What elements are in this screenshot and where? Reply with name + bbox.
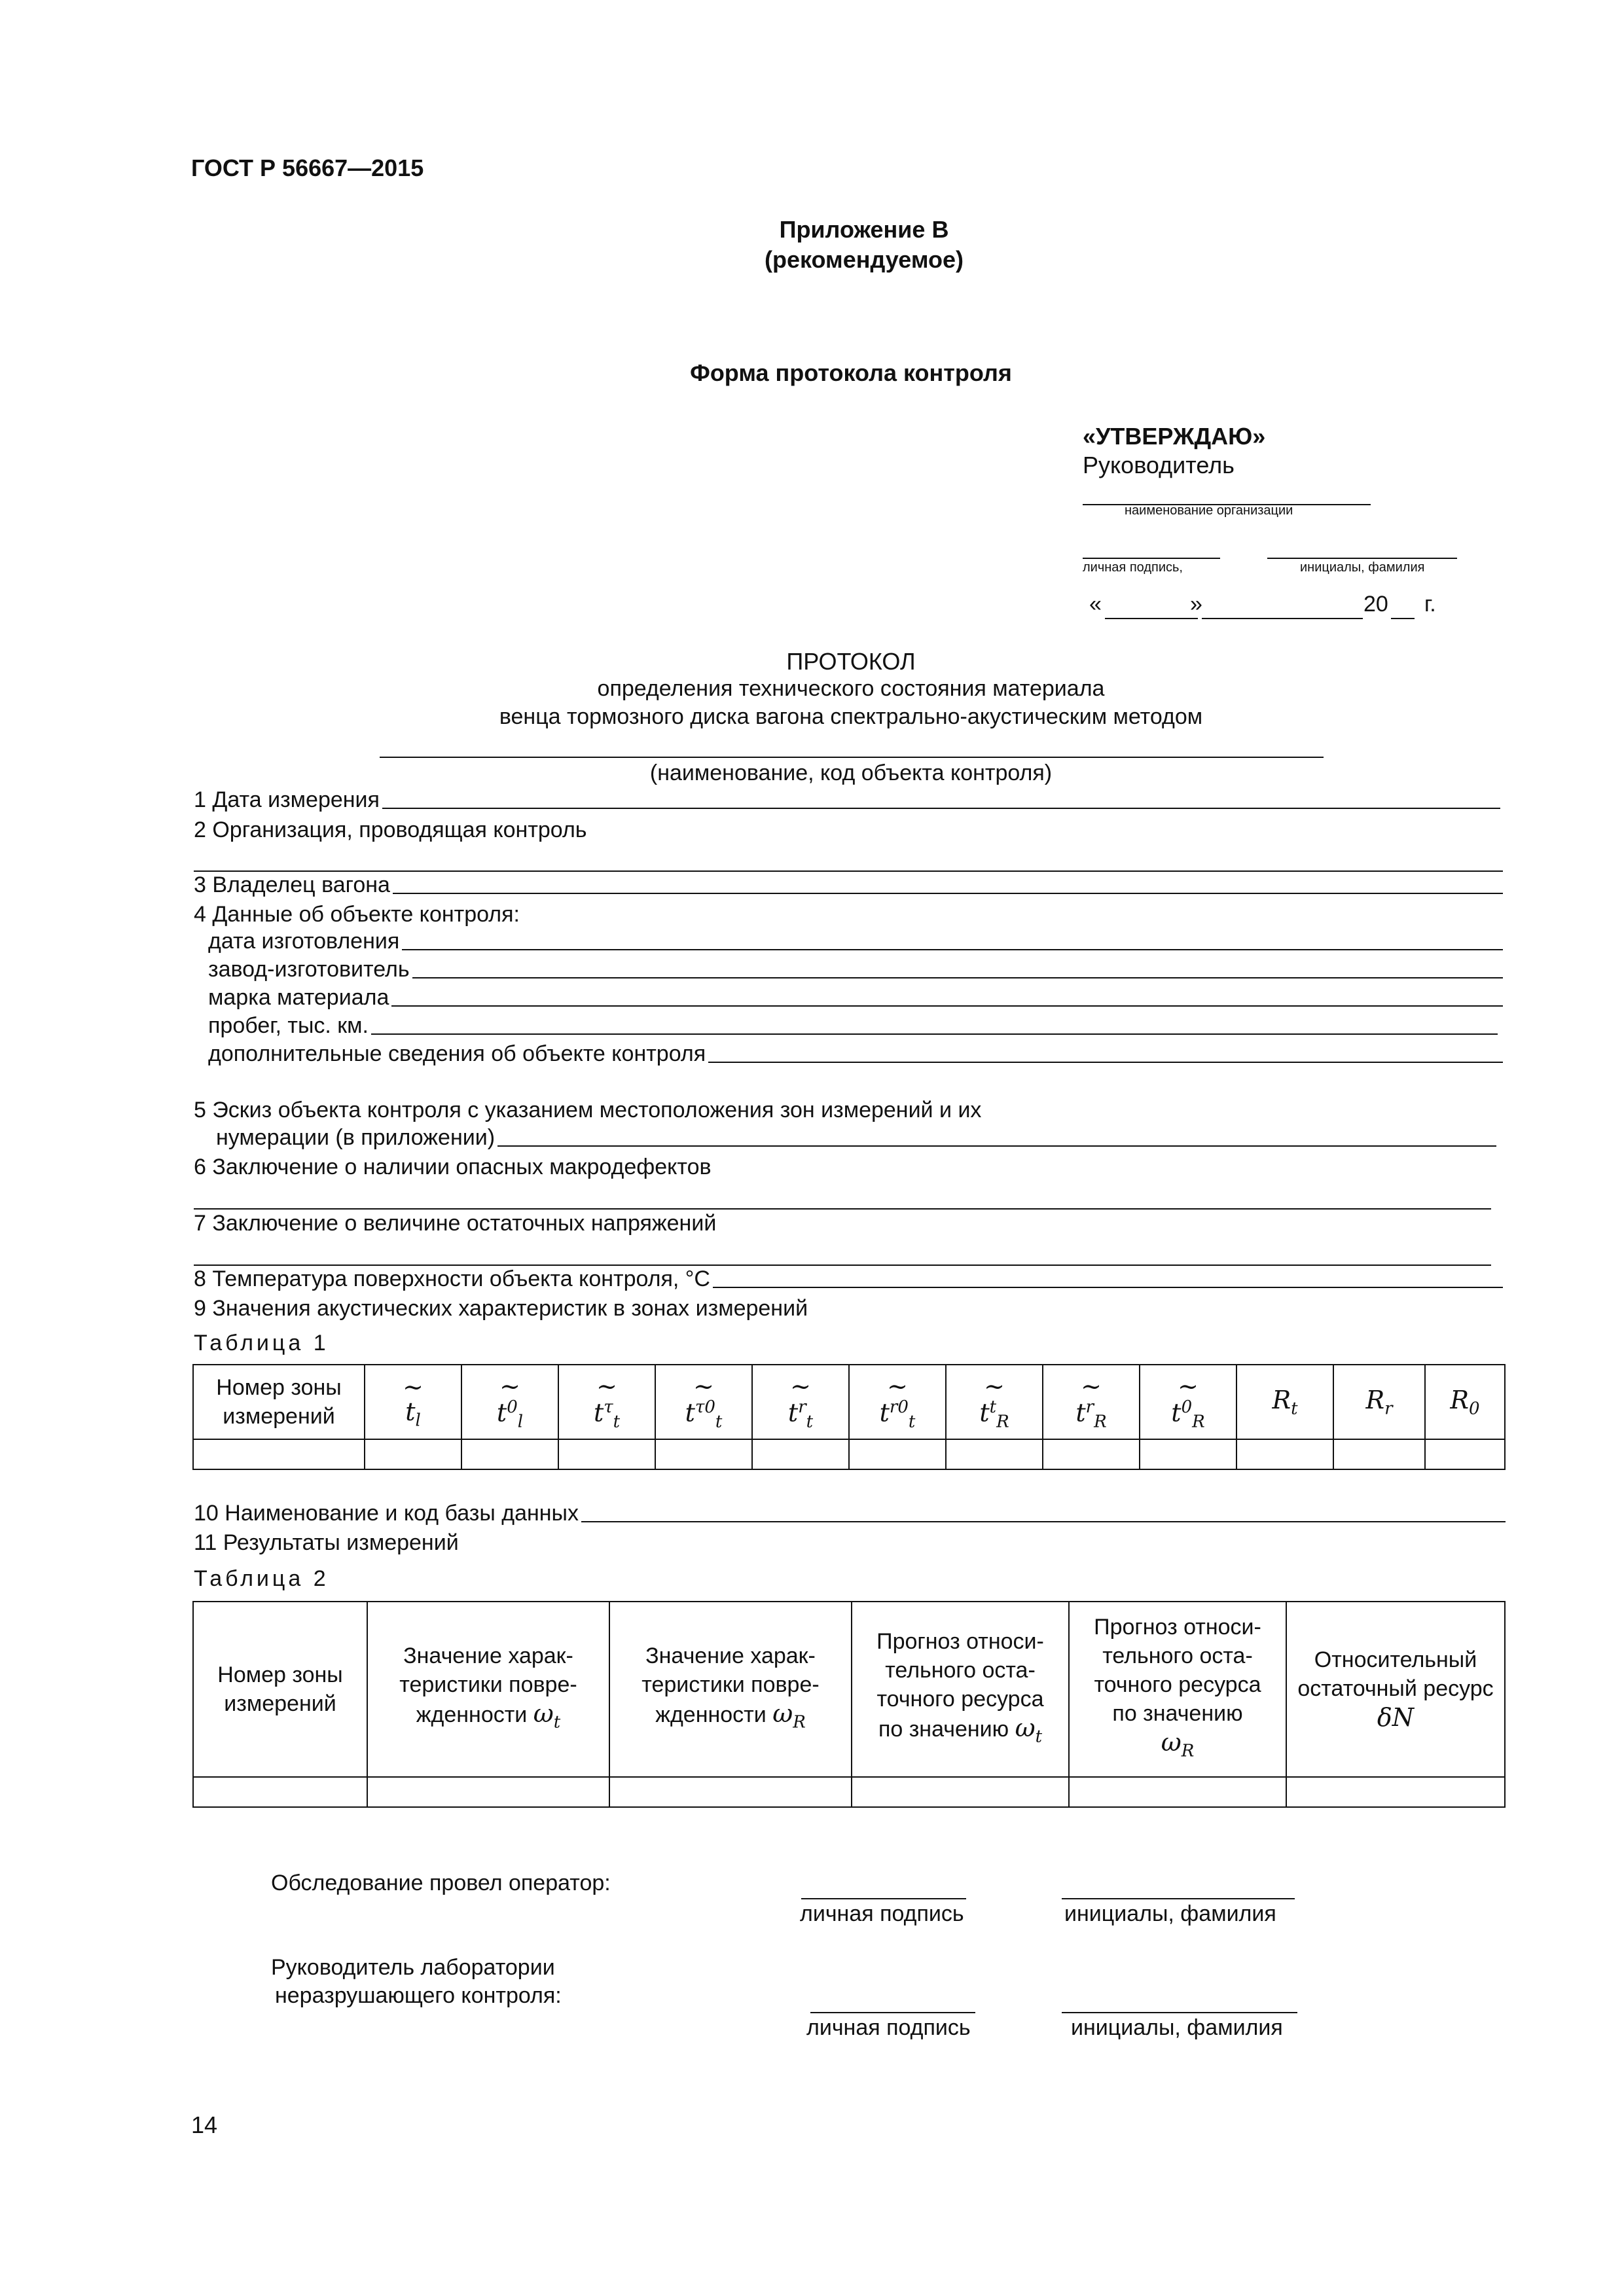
field-acoustic-label: 9 Значения акустических характеристик в зонах измерений [194, 1296, 808, 1321]
field-manufacture-date[interactable] [208, 927, 1503, 954]
appendix-title: Приложение В [779, 216, 949, 243]
table1-cell[interactable] [849, 1439, 946, 1469]
table2-cell[interactable] [1286, 1777, 1505, 1807]
lab-head-label-2: неразрушающего контроля: [275, 1983, 562, 2008]
approver-sign-line[interactable] [1083, 558, 1220, 559]
table1-col-7: ~ $t^t_R$ [946, 1365, 1043, 1439]
field-measurement-date[interactable] [194, 785, 1500, 813]
lab-head-sign-caption: личная подпись [806, 2015, 971, 2040]
form-title: Форма протокола контроля [690, 359, 1012, 386]
table1-col-1: ~ $t_l$ [365, 1365, 461, 1439]
field-surface-temperature[interactable] [194, 1265, 1503, 1292]
table2-col-damage-r: Значение харак-теристики повре-жденности $\omega_R$ [609, 1602, 852, 1777]
lab-head-label-1: Руководитель лаборатории [271, 1955, 555, 1980]
field-label: завод-изготовитель [208, 957, 410, 982]
table2-caption: Таблица 2 [194, 1566, 329, 1591]
table1-col-9: ~ $t^0_R$ [1140, 1365, 1236, 1439]
date-close-quote: » [1190, 592, 1202, 617]
field-sketch-label: 5 Эскиз объекта контроля с указанием местоположения зон измерений и их [194, 1098, 982, 1122]
field-sketch[interactable] [216, 1123, 1496, 1151]
field-manufacturer[interactable] [208, 955, 1503, 982]
field-label: 10 Наименование и код базы данных [194, 1501, 579, 1526]
date-year-line[interactable] [1391, 618, 1415, 619]
table1-data-row [193, 1439, 1505, 1469]
field-label: 3 Владелец вагона [194, 872, 390, 897]
field-label: марка материала [208, 985, 389, 1010]
object-caption: (наименование, код объекта контроля) [649, 761, 1053, 785]
field-material-grade[interactable] [208, 983, 1503, 1011]
approver-name-line[interactable] [1267, 558, 1457, 559]
page-number: 14 [191, 2111, 218, 2138]
protocol-title: ПРОТОКОЛ [786, 648, 916, 675]
table2-cell[interactable] [193, 1777, 367, 1807]
field-label: пробег, тыс. км. [208, 1013, 369, 1038]
table2-cell[interactable] [1069, 1777, 1286, 1807]
field-macrodefects-line[interactable] [194, 1208, 1491, 1210]
operator-sign-caption: личная подпись [800, 1901, 964, 1926]
org-caption: наименование организации [1125, 503, 1293, 518]
table1-col-3: ~ $t^\tau_t$ [558, 1365, 655, 1439]
approve-label: «УТВЕРЖДАЮ» [1083, 423, 1266, 450]
table1-cell[interactable] [365, 1439, 461, 1469]
field-label: нумерации (в приложении) [216, 1125, 496, 1150]
table1-col-r0: $R_0$ [1425, 1365, 1505, 1439]
field-database[interactable] [194, 1499, 1506, 1526]
date-year-prefix: 20 [1363, 592, 1388, 617]
table1-cell[interactable] [1333, 1439, 1425, 1469]
date-day-line[interactable] [1105, 618, 1198, 619]
table2-header-row [193, 1602, 1505, 1777]
table-2 [192, 1601, 1506, 1808]
table2-col-forecast-r: Прогноз относи-тельного оста-точного ресурса по значению $\omega_R$ [1069, 1602, 1286, 1777]
lab-head-name-line[interactable] [1062, 2012, 1297, 2013]
table1-cell[interactable] [461, 1439, 558, 1469]
protocol-line-2: венца тормозного диска вагона спектрально-акустическим методом [499, 704, 1203, 729]
date-month-line[interactable] [1202, 618, 1363, 619]
approver-sign-caption: личная подпись, [1083, 560, 1183, 575]
field-additional-info[interactable] [208, 1039, 1503, 1067]
table1-caption: Таблица 1 [194, 1331, 329, 1355]
field-organization-label: 2 Организация, проводящая контроль [194, 817, 587, 842]
field-residual-stress-label: 7 Заключение о величине остаточных напряжений [194, 1211, 717, 1236]
object-line[interactable] [380, 757, 1324, 758]
head-label: Руководитель [1083, 452, 1235, 478]
table1-col-rt: $R_t$ [1236, 1365, 1333, 1439]
table2-data-row [193, 1777, 1505, 1807]
field-object-data-label: 4 Данные об объекте контроля: [194, 902, 520, 927]
table1-cell[interactable] [1425, 1439, 1505, 1469]
table2-cell[interactable] [609, 1777, 852, 1807]
appendix-note: (рекомендуемое) [765, 246, 964, 273]
table-1 [192, 1364, 1506, 1470]
approver-name-caption: инициалы, фамилия [1300, 560, 1425, 575]
protocol-line-1: определения технического состояния материала [597, 676, 1105, 701]
standard-number: ГОСТ Р 56667—2015 [191, 154, 424, 181]
table1-cell[interactable] [1043, 1439, 1140, 1469]
table1-col-rr: $R_r$ [1333, 1365, 1425, 1439]
table1-cell[interactable] [1236, 1439, 1333, 1469]
table2-cell[interactable] [367, 1777, 609, 1807]
lab-head-name-caption: инициалы, фамилия [1071, 2015, 1283, 2040]
table2-col-residual: Относительный остаточный ресурс δN [1286, 1602, 1505, 1777]
table2-cell[interactable] [852, 1777, 1069, 1807]
table1-col-2: ~ $t^0_l$ [461, 1365, 558, 1439]
date-open-quote: « [1089, 592, 1102, 617]
field-label: 1 Дата измерения [194, 787, 380, 812]
table1-col-4: ~ $t^{\tau 0}_t$ [655, 1365, 752, 1439]
table2-col-forecast-t: Прогноз относи-тельного оста-точного ресурса по значению $\omega_t$ [852, 1602, 1069, 1777]
field-label: дата изготовления [208, 929, 400, 954]
field-mileage[interactable] [208, 1011, 1498, 1039]
table2-col-damage-t: Значение харак-теристики повре-жденности $\omega_t$ [367, 1602, 609, 1777]
table1-col-6: ~ $t^{r0}_t$ [849, 1365, 946, 1439]
table1-header-row [193, 1365, 1505, 1439]
field-label: дополнительные сведения об объекте контроля [208, 1041, 706, 1066]
operator-label: Обследование провел оператор: [271, 1871, 611, 1895]
table1-cell[interactable] [946, 1439, 1043, 1469]
table1-zone-header: Номер зоны измерений [193, 1365, 365, 1439]
table1-cell[interactable] [1140, 1439, 1236, 1469]
field-results-label: 11 Результаты измерений [194, 1530, 459, 1555]
field-car-owner[interactable] [194, 870, 1503, 898]
table1-col-8: ~ $t^r_R$ [1043, 1365, 1140, 1439]
operator-name-line[interactable] [1062, 1898, 1295, 1899]
field-macrodefects-label: 6 Заключение о наличии опасных макродефектов [194, 1155, 712, 1179]
lab-head-sign-line[interactable] [810, 2012, 975, 2013]
table1-col-5: ~ $t^r_t$ [752, 1365, 849, 1439]
table1-cell[interactable] [752, 1439, 849, 1469]
table1-cell[interactable] [655, 1439, 752, 1469]
field-label: 8 Температура поверхности объекта контроля, °С [194, 1266, 710, 1291]
operator-name-caption: инициалы, фамилия [1064, 1901, 1276, 1926]
table2-col-zone: Номер зоны измерений [193, 1602, 367, 1777]
table1-cell[interactable] [193, 1439, 365, 1469]
operator-sign-line[interactable] [801, 1898, 966, 1899]
date-year-suffix: г. [1424, 592, 1436, 617]
table1-cell[interactable] [558, 1439, 655, 1469]
